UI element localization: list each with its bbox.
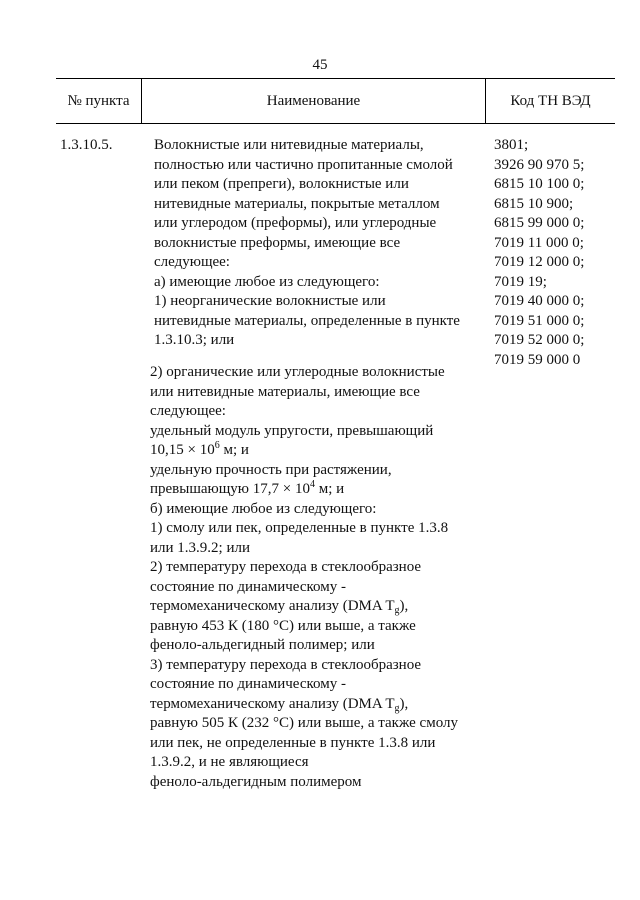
strength-base: превышающую 17,7 × 10 [150, 481, 310, 497]
modulus-line [150, 441, 490, 461]
text-line: или пек, не определенные в пункте 1.3.8 или [150, 734, 436, 751]
text-line: 1.3.9.2, и не являющиеся [150, 754, 309, 770]
text-line: или нитевидные материалы, имеющие все [150, 383, 420, 400]
text-line: Волокнистые или нитевидные материалы, [154, 137, 424, 153]
customs-code: 6815 10 900; [494, 195, 574, 212]
text-line: 2) температуру перехода в стеклообразное [150, 559, 422, 575]
dma-close: ), [399, 598, 409, 614]
customs-code: 3801; [494, 137, 529, 153]
text-line: 1.3.10.3; или [154, 332, 235, 348]
text-line: волокнистые преформы, имеющие все [154, 234, 401, 251]
customs-code: 6815 99 000 0; [494, 215, 585, 231]
description-part-2 [150, 363, 490, 792]
table-header [56, 78, 615, 124]
strength-tail: м; и [314, 481, 345, 497]
text-line: или 1.3.9.2; или [150, 539, 250, 556]
text-line: 1) смолу или пек, определенные в пункте 1.3.8 [150, 520, 449, 536]
text-line: следующее: [154, 254, 230, 270]
item-number: 1.3.10.5. [60, 137, 113, 153]
customs-code: 6815 10 100 0; [494, 176, 585, 192]
description-part-1 [154, 136, 494, 351]
text-line: состояние по динамическому - [150, 676, 346, 692]
page-number: 45 [312, 57, 328, 73]
customs-code: 7019 52 000 0; [494, 332, 585, 348]
dma-line-1 [150, 597, 490, 617]
text-line: или пеком (препреги), волокнистые или [154, 176, 409, 192]
customs-code: 7019 59 000 0 [494, 351, 581, 368]
modulus-base: 10,15 × 10 [150, 442, 215, 458]
text-line: феноло-альдегидный полимер; или [150, 637, 375, 653]
customs-code: 7019 12 000 0; [494, 254, 585, 270]
text-line: 3) температуру перехода в стеклообразное [150, 656, 422, 673]
dma2-text: термомеханическому анализу (DMA T [150, 695, 395, 712]
strength-line [150, 480, 490, 500]
header-col-code: Код ТН ВЭД [510, 92, 591, 109]
text-line: равную 505 К (232 °С) или выше, а также смолу [150, 715, 458, 731]
customs-code: 7019 11 000 0; [494, 234, 584, 251]
modulus-exponent: 6 [214, 440, 220, 451]
dma-text: термомеханическому анализу (DMA T [150, 598, 395, 614]
text-line: б) имеющие любое из следующего: [150, 500, 377, 517]
dma2-close: ), [399, 695, 409, 712]
text-line: удельный модуль упругости, превышающий [150, 422, 434, 439]
text-line: следующее: [150, 403, 226, 419]
customs-code: 7019 19; [494, 273, 547, 290]
text-line: а) имеющие любое из следующего: [154, 273, 380, 290]
header-col-number: № пункта [56, 79, 142, 123]
strength-exponent: 4 [309, 479, 315, 490]
text-line: состояние по динамическому - [150, 578, 346, 595]
header-col-name: Наименование [142, 79, 486, 123]
text-line: 2) органические или углеродные волокнистые [150, 364, 445, 380]
customs-codes-list [494, 136, 584, 370]
dma-line-2 [150, 695, 490, 715]
text-line: нитевидные материалы, покрытые металлом [154, 195, 440, 212]
customs-code: 7019 51 000 0; [494, 312, 585, 329]
customs-code: 7019 40 000 0; [494, 293, 585, 309]
dma2-subscript: g [394, 702, 400, 714]
modulus-tail: м; и [219, 442, 249, 458]
text-line: феноло-альдегидным полимером [150, 773, 362, 790]
text-line: полностью или частично пропитанные смолой [154, 156, 453, 173]
dma-subscript: g [394, 605, 400, 616]
text-line: 1) неорганические волокнистые или [154, 293, 386, 309]
text-line: равную 453 К (180 °С) или выше, а также [150, 617, 416, 634]
customs-code: 3926 90 970 5; [494, 156, 585, 173]
text-line: или углеродом (преформы), или углеродные [154, 215, 437, 231]
text-line: удельную прочность при растяжении, [150, 461, 392, 478]
text-line: нитевидные материалы, определенные в пункте [154, 312, 460, 329]
